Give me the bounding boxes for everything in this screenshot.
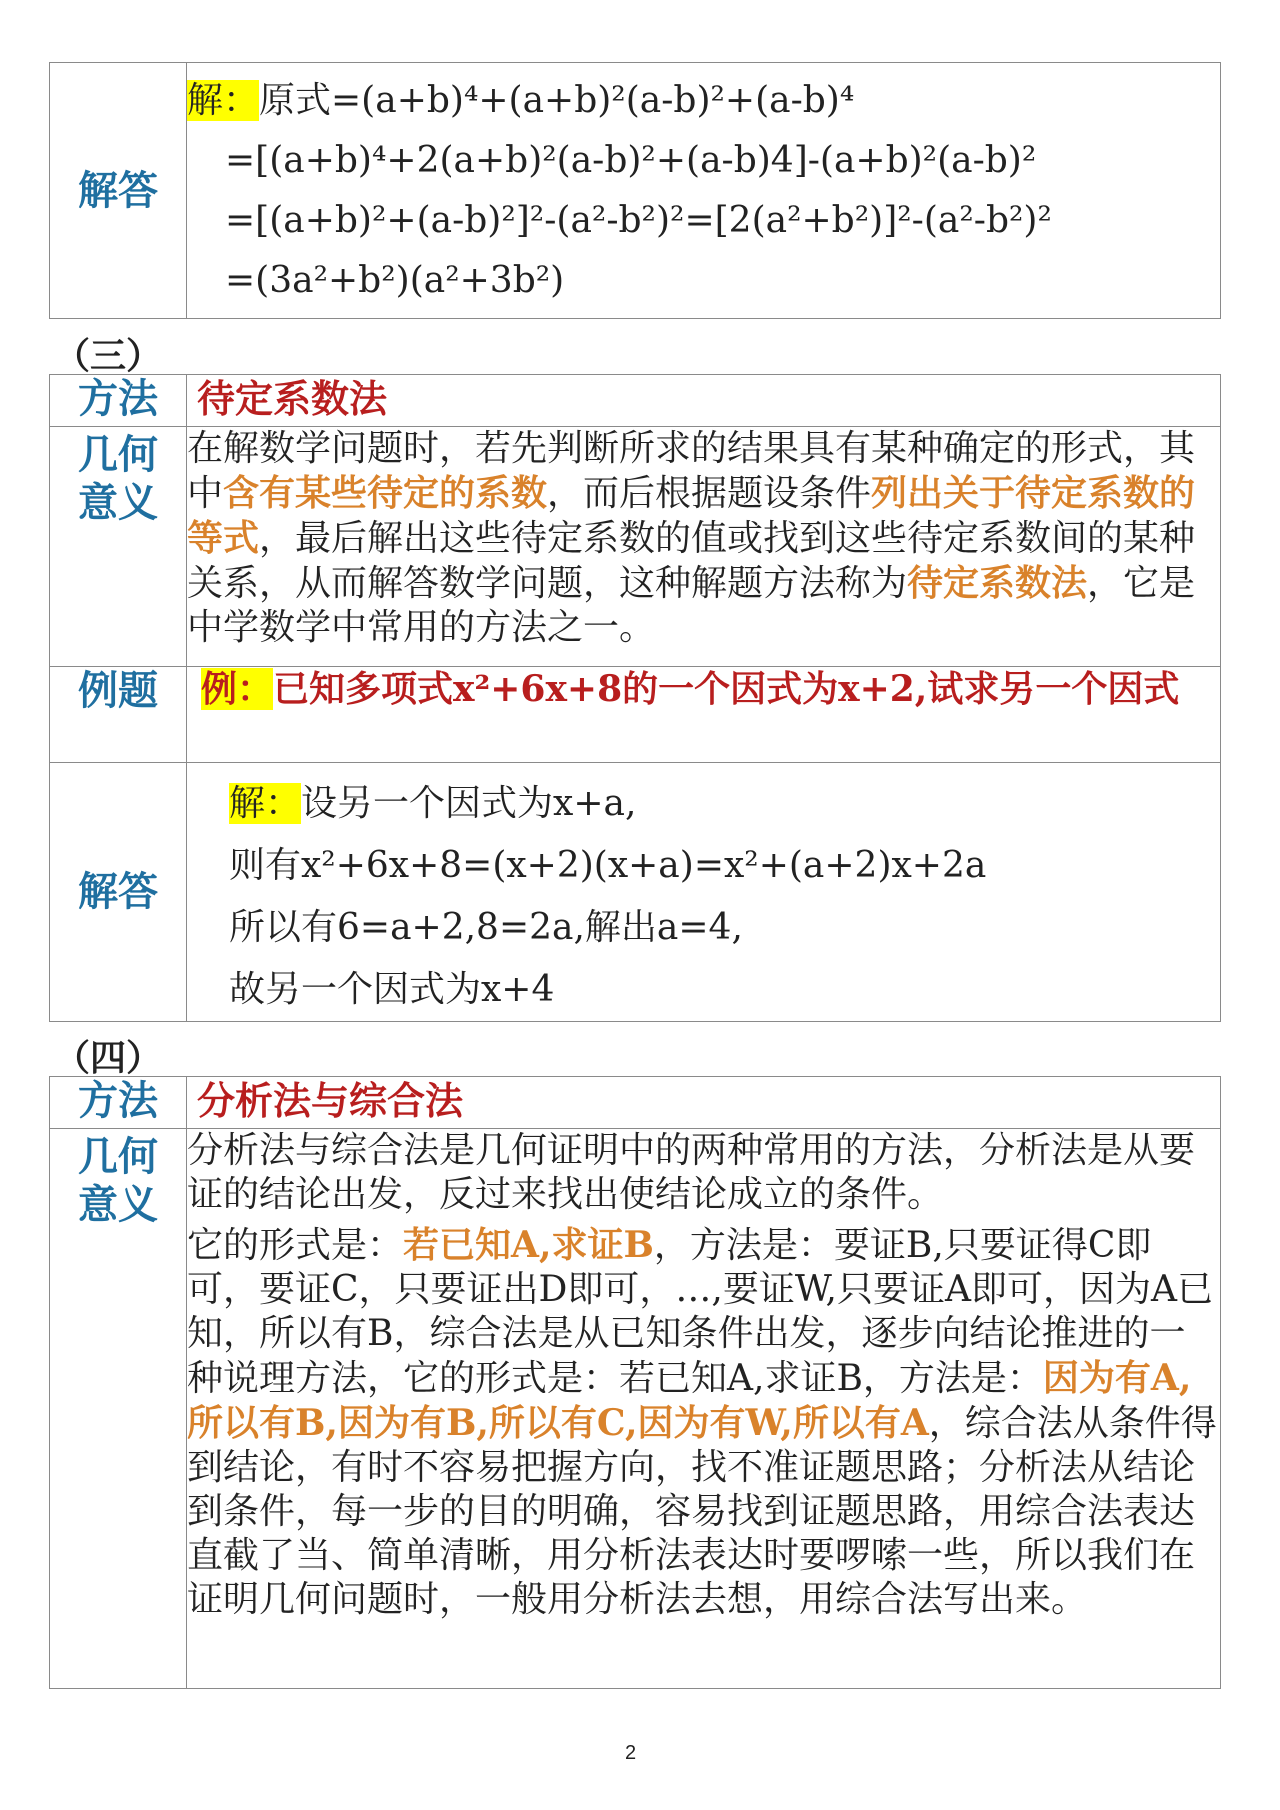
meaning-text: ，方法是：要证B,只要证得C即可，要证C，只要证出D即可，…,要证W,只要证A即可，因为A已知，所以有B，综合法是从已知条件出发，逐步向结论推进的一种说理方法，它的形式是：若已知A,求证B，方法是： [187,1225,1214,1399]
answer-table-1 [49,62,1221,319]
row-label-answer: 解答 [50,763,187,1022]
answer-line: 所以有6=a+2,8=2a,解出a=4, [229,907,743,948]
answer-line: 故另一个因式为x+4 [229,969,555,1010]
method-table-3 [49,374,1221,1022]
row-label-meaning [50,427,187,667]
row-label-meaning [50,1129,187,1689]
meaning-text: 在解数学问题时，若先判断所求的结果具有某种确定的形式，其中 [187,428,1196,514]
example-tag: 例： [201,668,274,710]
meaning-text: ，而后根据题设条件 [547,473,872,514]
answer-content [187,763,1221,1022]
answer-tag: 解： [229,783,302,824]
meaning-text: ，它是中学数学中常用的方法之一。 [187,563,1196,648]
meaning-text: ，最后解出这些待定系数的值或找到这些待定系数间的某种关系，从而解答数学问题，这种解题方法称为 [187,518,1196,604]
row-label-meaning-text: 几何意义 [78,1133,158,1228]
answer-line: 则有x²+6x+8=(x+2)(x+a)=x²+(a+2)x+2a [229,845,987,886]
example-text [187,667,1221,763]
row-label-meaning-text: 几何意义 [78,431,158,526]
example-question: 已知多项式x²+6x+8的一个因式为x+2,试求另一个因式 [273,668,1180,710]
meaning-text: 它的形式是： [187,1225,404,1266]
meaning-paragraph [187,428,1195,648]
method-title: 分析法与综合法 [197,1078,464,1123]
row-label-method: 方法 [50,375,187,427]
method-table-4 [49,1076,1221,1689]
answer-line: =[(a+b)²+(a-b)²]²-(a²-b²)²=[2(a²+b²)]²-(a²-b²)² [225,200,1052,241]
answer-line: =[(a+b)⁴+2(a+b)²(a-b)²+(a-b)4]-(a+b)²(a-b)² [225,140,1037,181]
row-label-answer: 解答 [50,63,187,319]
page-number: 2 [625,1742,637,1764]
meaning-highlight: 若已知A,求证B [403,1224,654,1266]
meaning-paragraph-2 [187,1223,1220,1622]
answer-line-text: 原式=(a+b)⁴+(a+b)²(a-b)²+(a-b)⁴ [259,80,855,121]
meaning-text [187,1129,1221,1689]
answer-line-text: 设另一个因式为x+a, [301,783,637,824]
method-title-cell [187,1077,1221,1129]
row-label-method: 方法 [50,1077,187,1129]
meaning-text [187,427,1221,667]
meaning-highlight: 列出关于待定系数的等式 [187,472,1196,559]
method-title: 待定系数法 [197,376,388,421]
row-label-example: 例题 [50,667,187,763]
section-heading-3: （三） [54,335,163,377]
section-heading-4: （四） [54,1037,163,1079]
answer-tag: 解： [187,80,260,121]
meaning-paragraph-1: 分析法与综合法是几何证明中的两种常用的方法，分析法是从要证的结论出发，反过来找出使结论成立的条件。 [187,1130,1196,1215]
answer-content [187,63,1221,319]
method-title-cell [187,375,1221,427]
answer-line: =(3a²+b²)(a²+3b²) [225,260,565,301]
answer-line [229,773,1220,835]
answer-line [187,71,1220,131]
meaning-text: ，综合法从条件得到结论，有时不容易把握方向，找不准证题思路；分析法从结论到条件，每一步的目的明确，容易找到证题思路，用综合法表达直截了当、简单清晰，用分析法表达时要啰嗦一些，所以我们在证明几何问题时，一般用分析法去想，用综合法写出来。 [187,1403,1217,1620]
meaning-highlight: 含有某些待定的系数 [223,472,548,514]
meaning-highlight: 因为有A,所以有B,因为有B,所以有C,因为有W,所以有A [187,1357,1192,1444]
meaning-highlight: 待定系数法 [907,562,1088,604]
